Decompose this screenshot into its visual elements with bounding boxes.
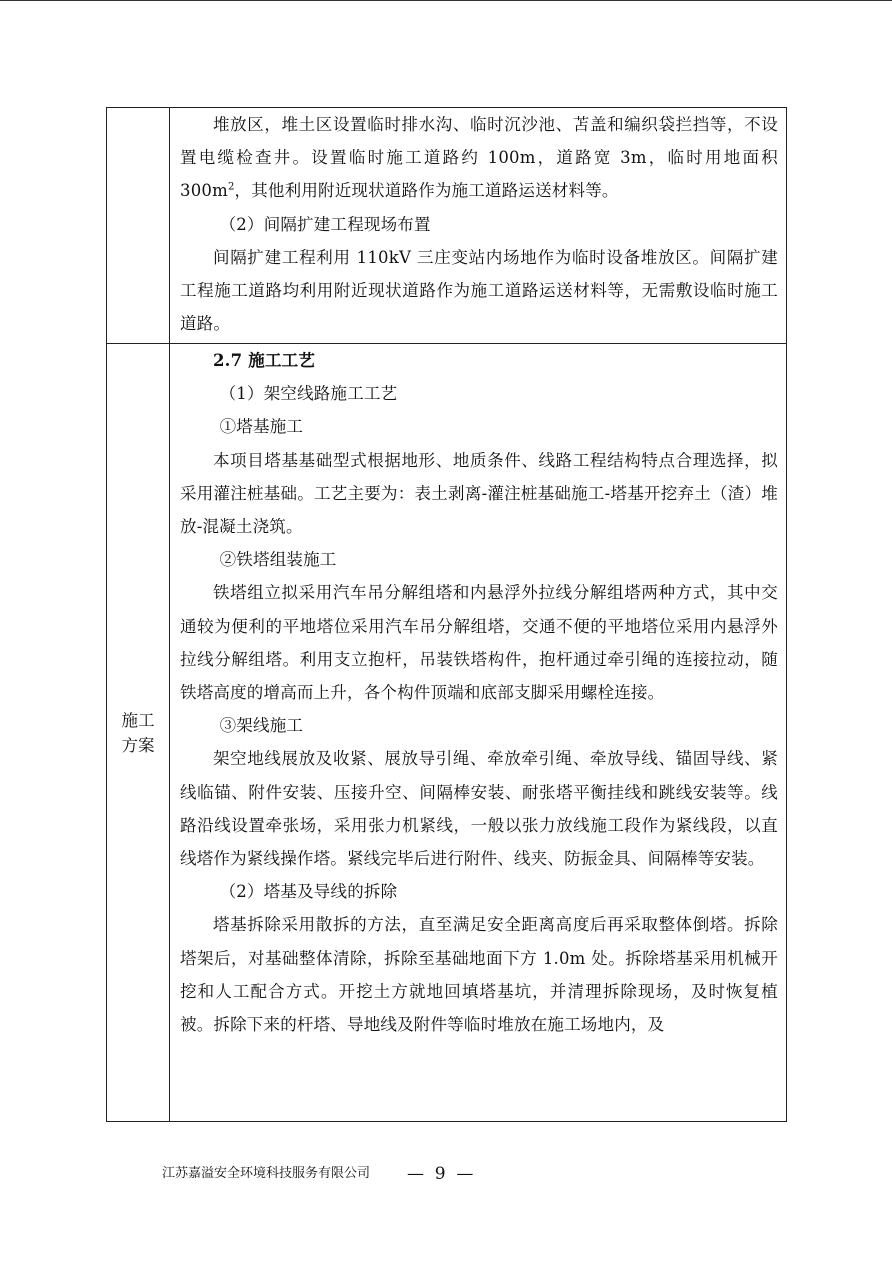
row-content-cell (170, 344, 787, 1122)
paragraph: 间隔扩建工程利用 110kV 三庄变站内场地作为临时设备堆放区。间隔扩建工程施工道路均利用附近现状道路作为施工道路运送材料等，无需敷设临时施工道路。 (180, 247, 778, 334)
row-label: 施工 方案 (121, 710, 155, 755)
table-row (107, 344, 787, 1122)
subheading: （2）间隔扩建工程现场布置 (219, 214, 431, 234)
page-number: — 9 — (407, 1164, 474, 1184)
top-rule (0, 0, 892, 1)
item-heading: ②铁塔组装施工 (219, 550, 337, 570)
paragraph: 铁塔组立拟采用汽车吊分解组塔和内悬浮外拉线分解组塔两种方式，其中交通较为便利的平地塔位采用汽车吊分解组塔，交通不便的平地塔位采用内悬浮外拉线分解组塔。利用支立抱杆，吊装铁塔构件，抱杆通过牵引绳的连接拉动，随铁塔高度的增高而上升，各个构件顶端和底部支脚采用螺栓连接。 (180, 583, 778, 703)
superscript: 2 (227, 181, 235, 193)
paragraph: 堆放区，堆土区设置临时排水沟、临时沉沙池、苫盖和编织袋拦挡等，不设置电缆检查井。设置临时施工道路约 100m，道路宽 3m，临时用地面积 $300m^2$，其他利用附近现状道路作为施工道路运送材料等。 (180, 115, 778, 201)
row-label-cell (107, 108, 170, 344)
subheading: （2）塔基及导线的拆除 (219, 882, 398, 902)
row-content-cell (170, 108, 787, 344)
paragraph: 塔基拆除采用散拆的方法，直至满足安全距离高度后再采取整体倒塔。拆除塔架后，对基础整体清除，拆除至基础地面下方 1.0m 处。拆除塔基采用机械开挖和人工配合方式。开挖土方就地回填塔基坑，并清理拆除现场，及时恢复植被。拆除下来的杆塔、导地线及附件等临时堆放在施工场地内，及 (180, 915, 778, 1035)
subheading: （1）架空线路施工工艺 (219, 384, 398, 404)
content-table (106, 107, 787, 1122)
row-label-cell (107, 344, 170, 1122)
company-name: 江苏嘉溢安全环境科技服务有限公司 (162, 1166, 371, 1181)
section-heading: 2.7 施工工艺 (213, 351, 316, 370)
paragraph: 架空地线展放及收紧、展放导引绳、牵放牵引绳、牵放导线、锚固导线、紧线临锚、附件安装、压接升空、间隔棒安装、耐张塔平衡挂线和跳线安装等。线路沿线设置牵张场，采用张力机紧线，一般以张力放线施工段作为紧线段，以直线塔作为紧线操作塔。紧线完毕后进行附件、线夹、防振金具、间隔棒等安装。 (180, 749, 778, 869)
item-heading: ③架线施工 (219, 716, 304, 736)
paragraph: 本项目塔基基础型式根据地形、地质条件、线路工程结构特点合理选择，拟采用灌注桩基础。工艺主要为：表土剥离-灌注桩基础施工-塔基开挖弃土（渣）堆放-混凝土浇筑。 (180, 450, 778, 537)
item-heading: ①塔基施工 (219, 417, 304, 437)
table-row (107, 108, 787, 344)
